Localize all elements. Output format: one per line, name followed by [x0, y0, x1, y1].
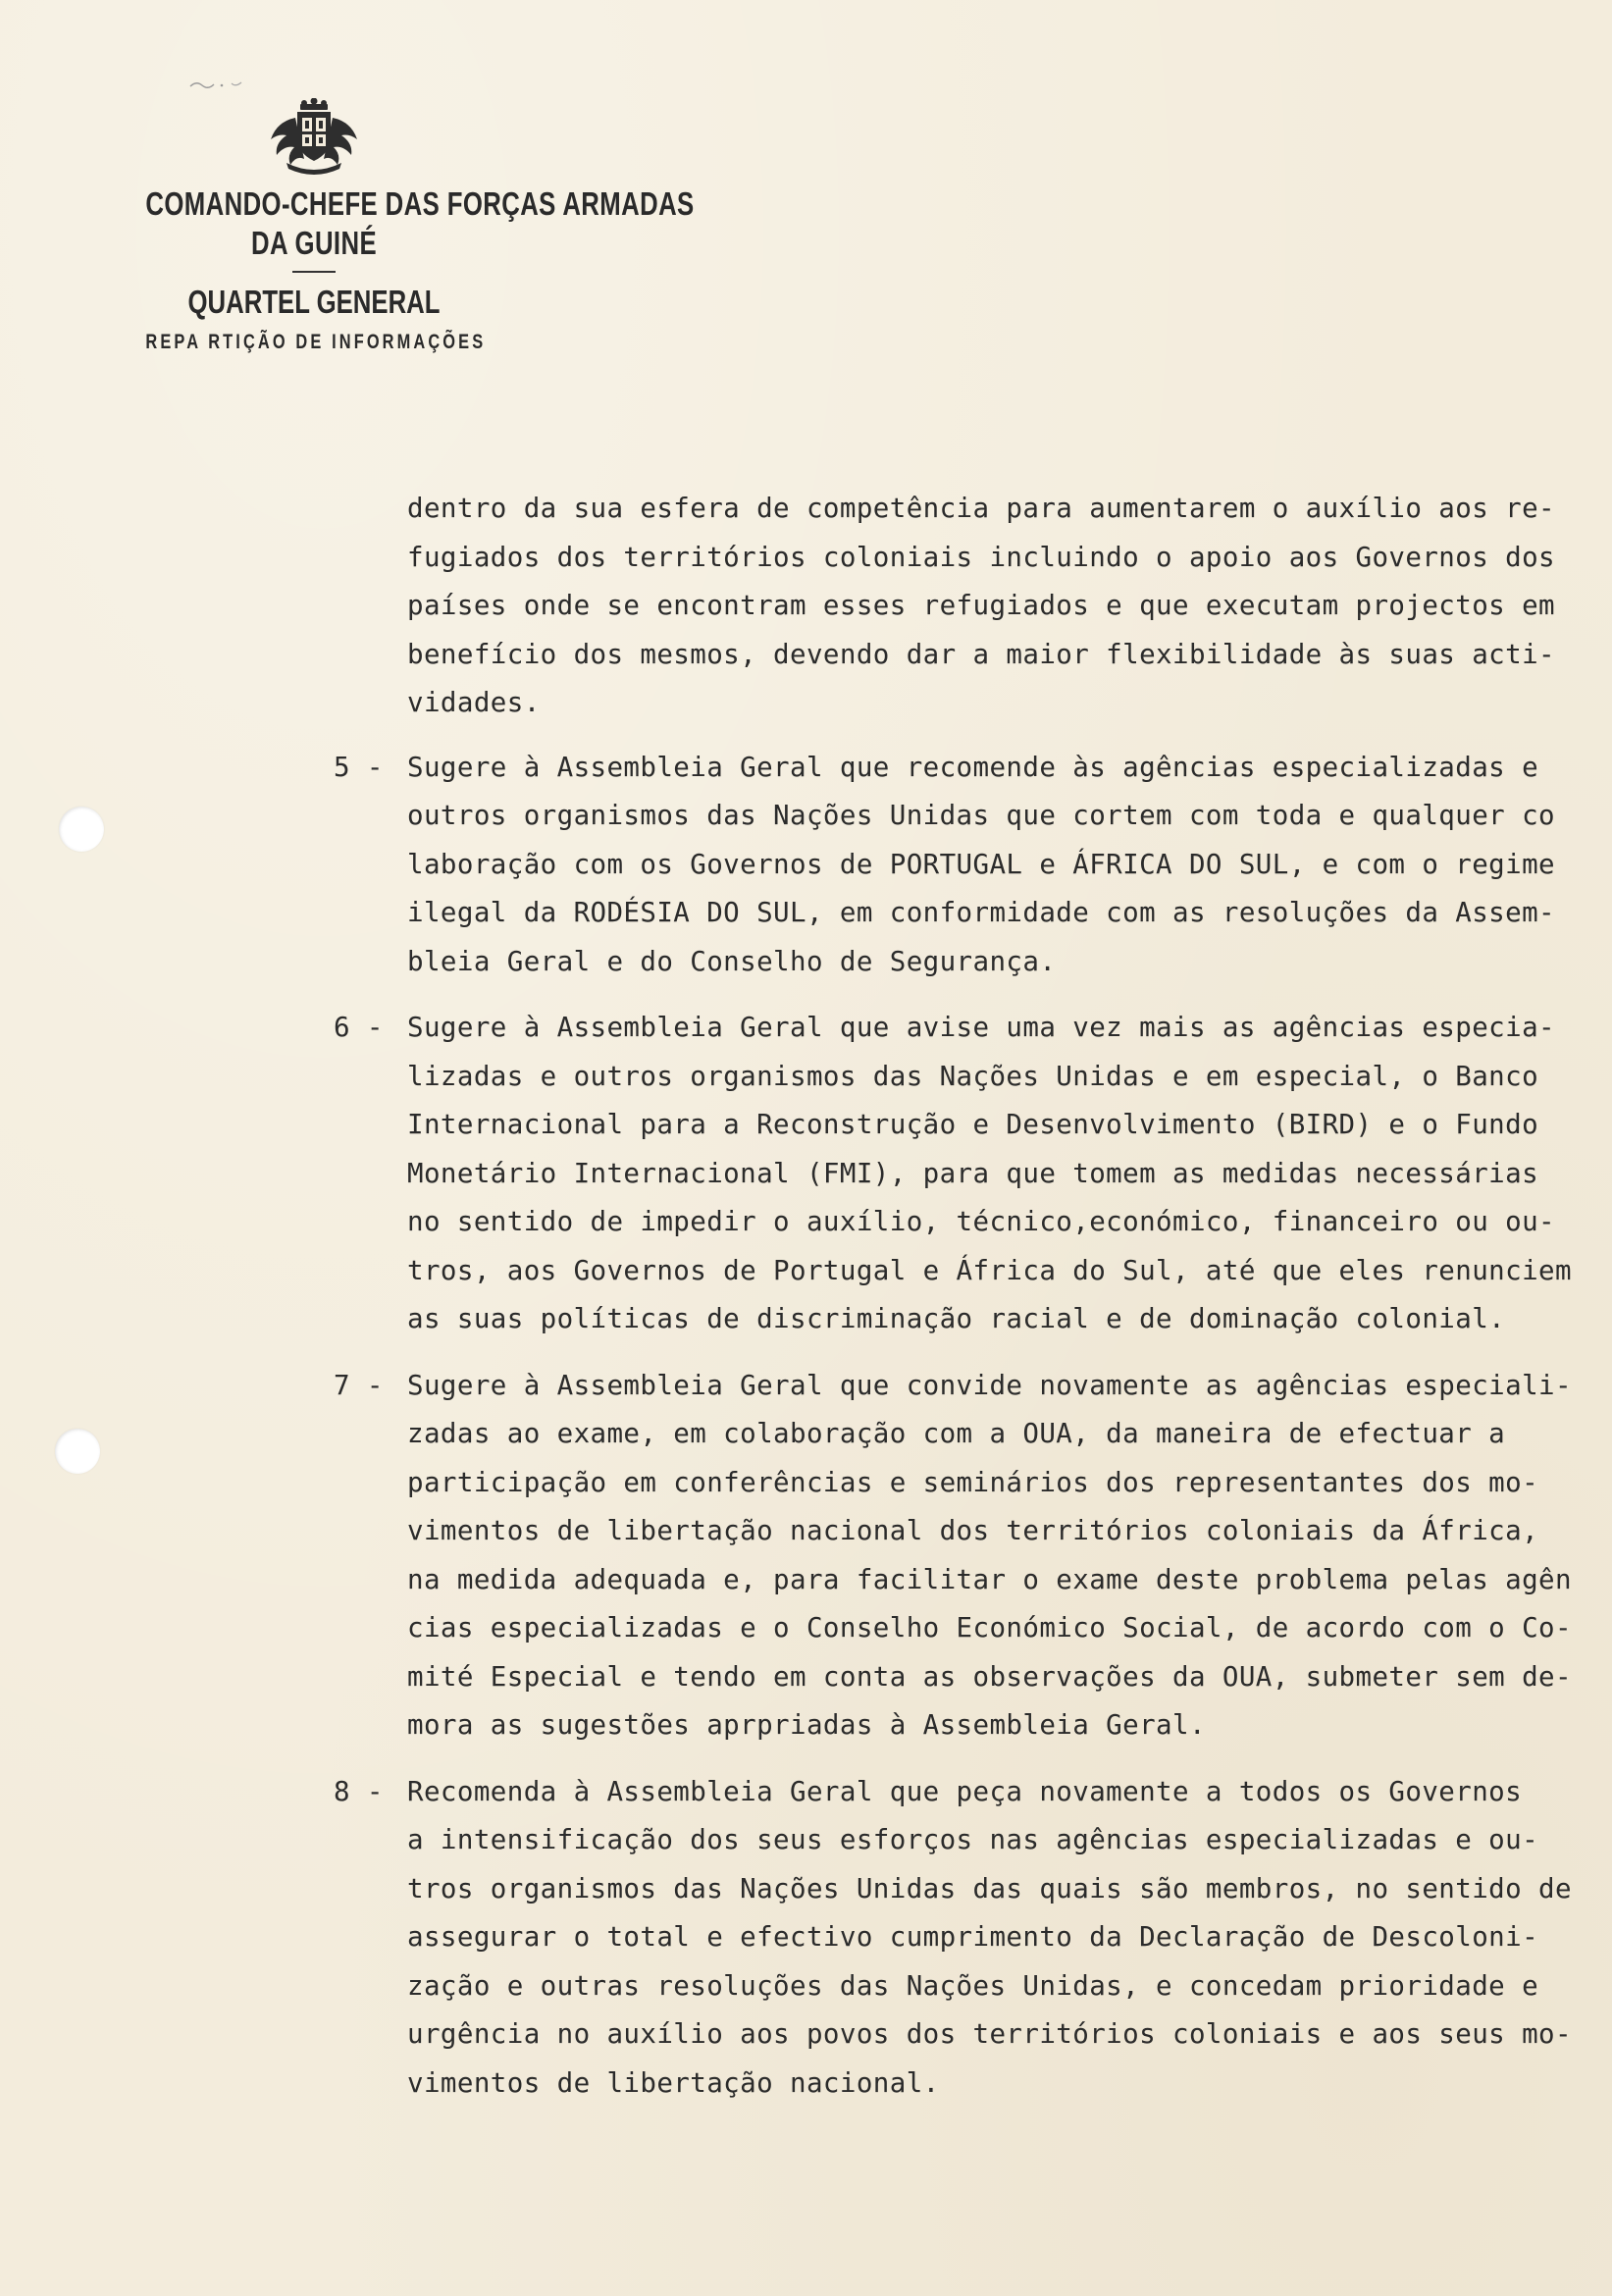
text-line: laboração com os Governos de PORTUGAL e ÁFRICA DO SUL, e com o regime — [407, 848, 1555, 880]
text-line: mora as sugestões aprpriadas à Assembleia Geral. — [407, 1709, 1206, 1741]
punch-hole-top — [59, 807, 104, 852]
text-line: mité Especial e tendo em conta as observações da OUA, submeter sem de- — [407, 1660, 1572, 1693]
text-line: as suas políticas de discriminação racial e de dominação colonial. — [407, 1303, 1506, 1334]
coat-of-arms-icon — [265, 98, 363, 175]
text-line: Sugere à Assembleia Geral que recomende às agências especializadas e — [407, 751, 1539, 783]
text-line: vimentos de libertação nacional dos territórios coloniais da África, — [407, 1515, 1539, 1546]
letterhead — [98, 98, 695, 357]
letterhead-divider — [292, 271, 336, 273]
item-number: 7 - — [334, 1369, 384, 1401]
text-line: ilegal da RODÉSIA DO SUL, em conformidade com as resoluções da Assem- — [407, 897, 1555, 928]
text-line: zadas ao exame, em colaboração com a OUA, da maneira de efectuar a — [407, 1418, 1506, 1449]
document-body — [334, 485, 1572, 2125]
text-line: vimentos de libertação nacional. — [407, 2066, 940, 2099]
numbered-item-8 — [334, 1768, 1572, 2109]
text-line: Sugere à Assembleia Geral que avise uma vez mais as agências especia- — [407, 1012, 1555, 1043]
organization-name-line2: DA GUINÉ — [250, 225, 378, 261]
department-name: REPA RTIÇÃO DE INFORMAÇÕES — [145, 331, 487, 353]
text-line: vidades. — [407, 687, 541, 718]
text-line: fugiados dos territórios coloniais incluindo o apoio aos Governos dos — [407, 541, 1555, 573]
text-line: tros, aos Governos de Portugal e África do Sul, até que eles renunciem — [407, 1254, 1572, 1286]
organization-name-line1: COMANDO-CHEFE DAS FORÇAS ARMADAS — [145, 185, 695, 222]
text-line: Recomenda à Assembleia Geral que peça novamente a todos os Governos — [407, 1775, 1523, 1807]
text-line: bleia Geral e do Conselho de Segurança. — [407, 945, 1057, 977]
text-line: na medida adequada e, para facilitar o exame deste problema pelas agên — [407, 1563, 1572, 1595]
text-line: Internacional para a Reconstrução e Desenvolvimento (BIRD) e o Fundo — [407, 1109, 1539, 1140]
text-line: assegurar o total e efectivo cumprimento da Declaração de Descoloni- — [407, 1921, 1539, 1953]
text-line: tros organismos das Nações Unidas das quais são membros, no sentido de — [407, 1872, 1572, 1905]
headquarters-name: QUARTEL GENERAL — [187, 284, 441, 320]
text-line: no sentido de impedir o auxílio, técnico,económico, financeiro ou ou- — [407, 1206, 1555, 1237]
text-line: zação e outras resoluções das Nações Unidas, e concedam prioridade e — [407, 1969, 1539, 2002]
text-line: países onde se encontram esses refugiados e que executam projectos em — [407, 590, 1555, 621]
text-line: Monetário Internacional (FMI), para que tomem as medidas necessárias — [407, 1157, 1539, 1189]
numbered-item-7 — [334, 1362, 1572, 1750]
numbered-item-6 — [334, 1004, 1572, 1344]
text-line: urgência no auxílio aos povos dos territórios coloniais e aos seus mo- — [407, 2018, 1572, 2050]
numbered-item-5 — [334, 744, 1560, 987]
punch-hole-bottom — [55, 1429, 100, 1474]
text-line: cias especializadas e o Conselho Económico Social, de acordo com o Co- — [407, 1612, 1572, 1644]
text-line: participação em conferências e seminários dos representantes dos mo- — [407, 1466, 1539, 1498]
text-line: dentro da sua esfera de competência para aumentarem o auxílio aos re- — [407, 493, 1555, 524]
text-line: benefício dos mesmos, devendo dar a maior flexibilidade às suas acti- — [407, 638, 1555, 670]
text-line: Sugere à Assembleia Geral que convide novamente as agências especiali- — [407, 1369, 1572, 1401]
item-number: 8 - — [334, 1775, 384, 1807]
text-line: lizadas e outros organismos das Nações Unidas e em especial, o Banco — [407, 1060, 1539, 1092]
intro-paragraph — [334, 485, 1560, 728]
pencil-mark — [188, 78, 247, 90]
item-number: 5 - — [334, 751, 384, 783]
item-number: 6 - — [334, 1012, 384, 1043]
text-line: outros organismos das Nações Unidas que cortem com toda e qualquer co — [407, 800, 1555, 831]
text-line: a intensificação dos seus esforços nas agências especializadas e ou- — [407, 1824, 1539, 1855]
